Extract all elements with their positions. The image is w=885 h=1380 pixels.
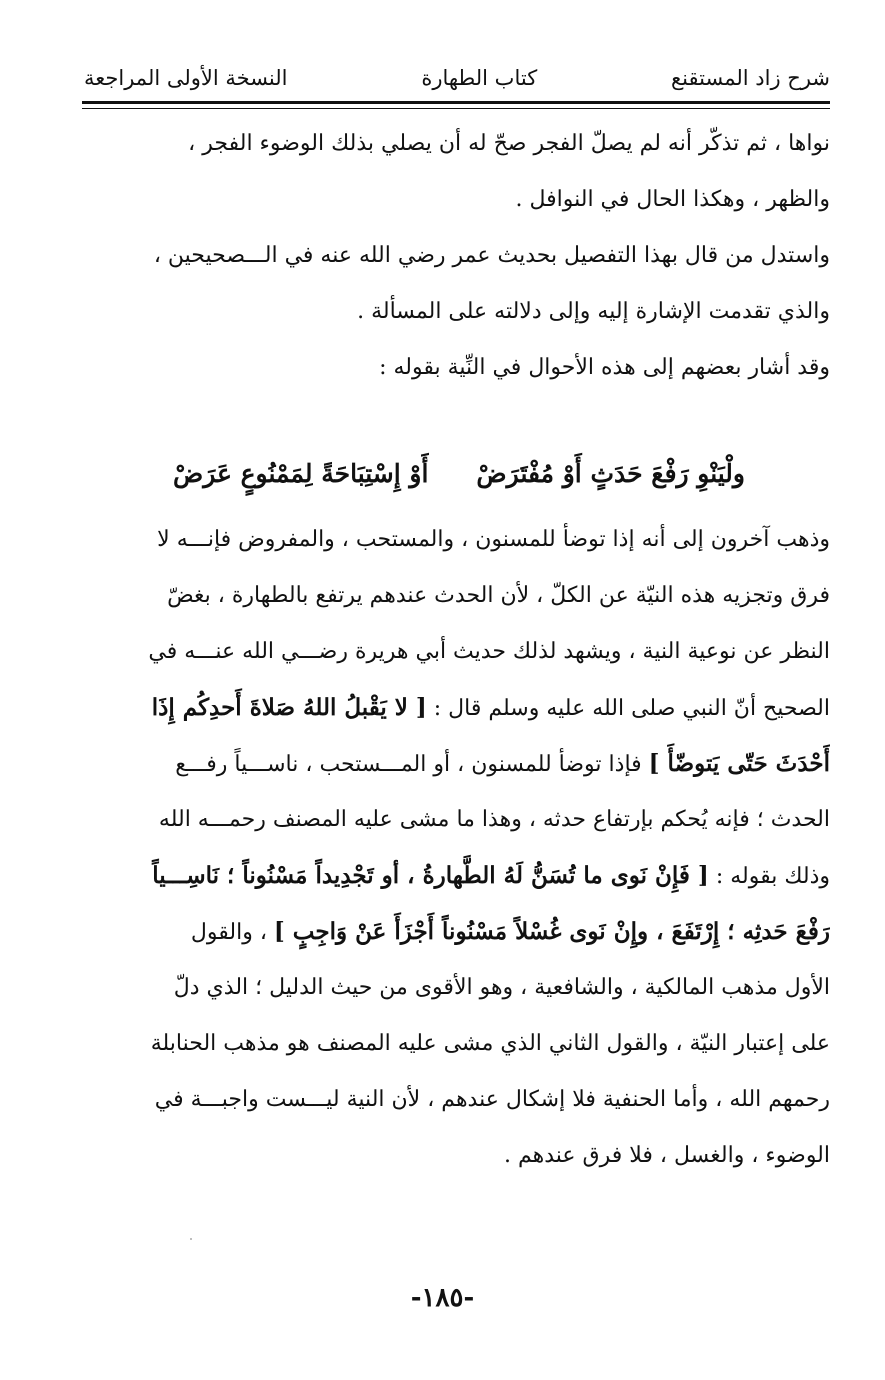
header-rule-thin [82, 108, 830, 109]
text-line [88, 904, 830, 960]
poetry-verse [88, 436, 830, 512]
matn-quote: رَفْعَ حَدثِه ؛ إِرْتَفَعَ ، وإِنْ نَوى غُسْلاً مَسْنُوناً أَجْزَأَ عَنْ وَاجِبٍ ] [273, 918, 830, 945]
text-line [88, 736, 830, 792]
body-text [88, 116, 830, 1184]
header-edition: النسخة الأولى المراجعة [84, 66, 288, 90]
text-line: فرق وتجزيه هذه النيّة عن الكلّ ، لأن الحدث عندهم يرتفع بالطهارة ، بغضّ [167, 583, 830, 608]
header-book-title: شرح زاد المستقنع [671, 66, 830, 90]
text-line: الحدث ؛ فإنه يُحكم بإرتفاع حدثه ، وهذا ما مشى عليه المصنف رحمـــه الله [158, 807, 830, 832]
text-line: وذهب آخرون إلى أنه إذا توضأ للمسنون ، والمستحب ، والمفروض فإنـــه لا [157, 527, 830, 552]
text-line: والذي تقدمت الإشارة إليه وإلى دلالته على المسألة . [357, 299, 830, 324]
text-line [88, 848, 830, 904]
page-number: -١٨٥- [410, 1283, 475, 1313]
text-line: الوضوء ، والغسل ، فلا فرق عندهم . [504, 1143, 830, 1168]
text-line: وقد أشار بعضهم إلى هذه الأحوال في النِّية بقوله : [379, 355, 830, 380]
text-run: ، والقول [190, 920, 267, 945]
running-header [84, 58, 830, 98]
text-line: واستدل من قال بهذا التفصيل بحديث عمر رضي الله عنه في الـــصحيحين ، [153, 243, 830, 268]
hadith-quote: أَحْدَثَ حَتّى يَتوضّأَ ] [648, 750, 830, 777]
hadith-quote: [ لا يَقْبلُ اللهُ صَلاةَ أَحدِكُم إِذَا [151, 694, 427, 721]
verse-first-hemistich: ولْيَنْوِ رَفْعَ حَدَثٍ أَوْ مُفْتَرَضْ [476, 459, 745, 488]
header-rule-thick [82, 101, 830, 104]
text-line: النظر عن نوعية النية ، ويشهد لذلك حديث أبي هريرة رضـــي الله عنـــه في [148, 639, 830, 664]
verse-second-hemistich: أَوْ إِسْتِبَاحَةً لِمَمْنُوعٍ عَرَضْ [173, 459, 429, 488]
matn-quote: [ فَإِنْ نَوى ما تُسَنُّ لَهُ الطَّهارةُ ، أو تَجْدِيداً مَسْنُوناً ؛ نَاسِـــياً [152, 862, 709, 889]
text-line [88, 680, 830, 736]
text-run: وذلك بقوله : [715, 864, 830, 889]
text-run: الصحيح أنّ النبي صلى الله عليه وسلم قال : [433, 696, 830, 721]
text-line: على إعتبار النيّة ، والقول الثاني الذي مشى عليه المصنف هو مذهب الحنابلة [150, 1031, 830, 1056]
text-line: نواها ، ثم تذكّر أنه لم يصلّ الفجر صحّ له أن يصلي بذلك الوضوء الفجر ، [188, 131, 830, 156]
text-line: والظهر ، وهكذا الحال في النوافل . [515, 187, 830, 212]
text-line: الأول مذهب المالكية ، والشافعية ، وهو الأقوى من حيث الدليل ؛ الذي دلّ [173, 975, 830, 1000]
text-line: رحمهم الله ، وأما الحنفية فلا إشكال عندهم ، لأن النية ليـــست واجبـــة في [154, 1087, 830, 1112]
header-chapter: كتاب الطهارة [421, 66, 538, 90]
text-run: فإذا توضأ للمسنون ، أو المـــستحب ، ناســـياً رفـــع [175, 752, 642, 777]
scan-speck [190, 1238, 192, 1240]
spacer [88, 396, 830, 436]
